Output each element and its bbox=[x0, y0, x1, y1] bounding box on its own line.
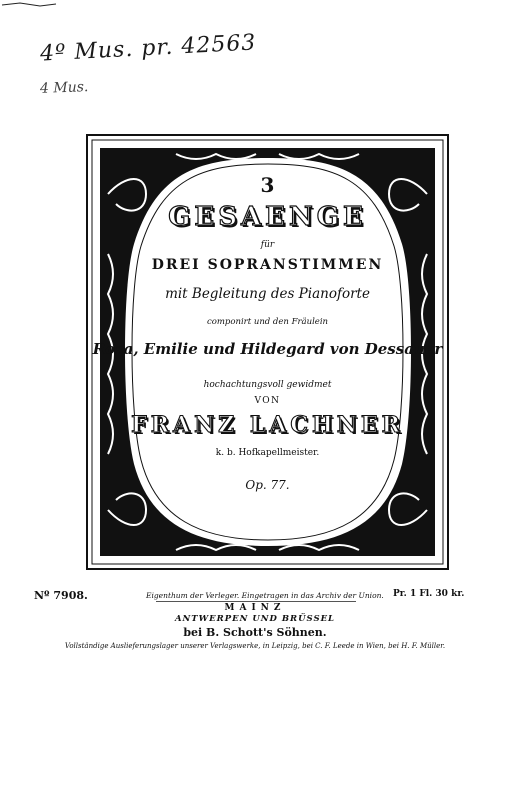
opus-number: Op. 77. bbox=[245, 478, 290, 492]
price: Pr. 1 Fl. 30 kr. bbox=[393, 589, 465, 599]
plate-number: Nº 7908. bbox=[34, 589, 88, 602]
copyright-notice: Eigenthum der Verleger. Eingetragen in das Archiv der Union. bbox=[146, 591, 384, 600]
dedication-line: hochachtungsvoll gewidmet bbox=[203, 380, 332, 390]
song-count: 3 bbox=[260, 173, 275, 197]
composer-position: k. b. Hofkapellmeister. bbox=[215, 448, 320, 458]
publisher-name: bei B. Schott's Söhnen. bbox=[183, 626, 327, 639]
publisher-city: MAINZ bbox=[224, 603, 286, 613]
composed-line: componirt und den Fräulein bbox=[206, 317, 329, 327]
voices-line: DREI SOPRANSTIMMEN bbox=[151, 257, 384, 273]
divider bbox=[156, 601, 356, 602]
for-word: für bbox=[260, 240, 275, 250]
accompaniment-line: mit Begleitung des Pianoforte bbox=[165, 286, 370, 302]
dedicatees-line: Rosa, Emilie und Hildegard von Dessauer bbox=[92, 340, 443, 358]
handwritten-shelfmark: 4º Mus. pr. 42563 bbox=[39, 30, 257, 67]
von-word: VON bbox=[254, 396, 281, 406]
agents-line: Vollständige Auslieferungslager unserer Verlagswerke, in Leipzig, bei C. F. Leede in Wien, bei H. F. Müller. bbox=[64, 642, 446, 650]
handwritten-note: 4 Mus. bbox=[39, 79, 89, 97]
page-title: GESAENGE bbox=[168, 202, 367, 232]
branch-cities: ANTWERPEN UND BRÜSSEL bbox=[174, 614, 336, 624]
corner-mark bbox=[0, 0, 60, 14]
composer-name: FRANZ LACHNER bbox=[131, 412, 404, 438]
